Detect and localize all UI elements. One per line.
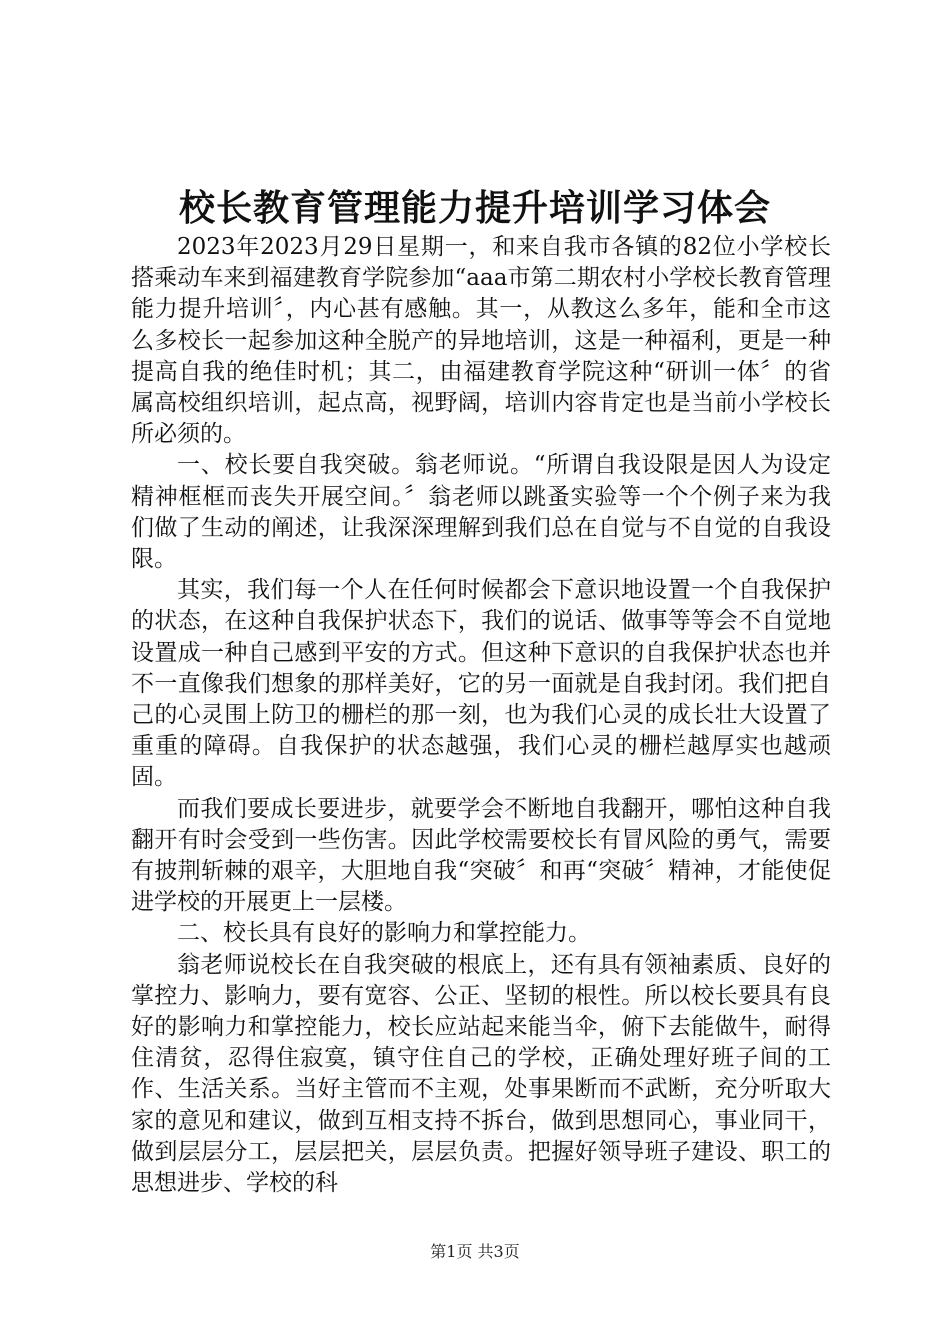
- paragraph-breakthrough: 而我们要成长要进步，就要学会不断地自我翻开，哪怕这种自我翻开有时会受到一些伤害。因此学校需要校长有冒风险的勇气，需要有披荆斩棘的艰辛，大胆地自我“突破〞和再“突破〞精神，才能使促进学校的开展更上一层楼。: [131, 795, 831, 916]
- paragraph-intro: 2023年2023月29日星期一，和来自我市各镇的82位小学校长搭乘动车来到福建教育学院参加“aaa市第二期农村小学校长教育管理能力提升培训〞，内心甚有感触。其一，从教这么多年，能和全市这么多校长一起参加这种全脱产的异地培训，这是一种福利，更是一种提高自我的绝佳时机；其二，由福建教育学院这种“研训一体〞的省属高校组织培训，起点高，视野阔，培训内容肯定也是当前小学校长所必须的。: [131, 234, 831, 448]
- paragraph-self-protection: 其实，我们每一个人在任何时候都会下意识地设置一个自我保护的状态，在这种自我保护状态下，我们的说话、做事等等会不自觉地设置成一种自己感到平安的方式。但这种下意识的自我保护状态也并不一直像我们想象的那样美好，它的另一面就是自我封闭。我们把自己的心灵围上防卫的栅栏的那一刻，也为我们心灵的成长壮大设置了重重的障碍。自我保护的状态越强，我们心灵的栅栏越厚实也越顽固。: [131, 577, 831, 791]
- paragraph-section-one: 一、校长要自我突破。翁老师说。“所谓自我设限是因人为设定精神框框而丧失开展空间。〞翁老师以跳蚤实验等一个个例子来为我们做了生动的阐述，让我深深理解到我们总在自觉与不自觉的自我设限。: [131, 452, 831, 573]
- document-body: [131, 232, 831, 1199]
- paragraph-leadership: 翁老师说校长在自我突破的根底上，还有具有领袖素质、良好的掌控力、影响力，要有宽容、公正、坚韧的根性。所以校长要具有良好的影响力和掌控能力，校长应站起来能当伞，俯下去能做牛，耐得住清贫，忍得住寂寞，镇守住自己的学校，正确处理好班子间的工作、生活关系。当好主管而不主观，处事果断而不武断，充分听取大家的意见和建议，做到互相支持不拆台，做到思想同心，事业同干，做到层层分工，层层把关，层层负责。把握好领导班子建设、职工的思想进步、学校的科: [131, 951, 831, 1197]
- paragraph-section-two: 二、校长具有良好的影响力和掌控能力。: [177, 920, 591, 947]
- page-number-footer: 第1页 共3页: [430, 1242, 520, 1261]
- document-title: 校长教育管理能力提升培训学习体会: [178, 187, 771, 229]
